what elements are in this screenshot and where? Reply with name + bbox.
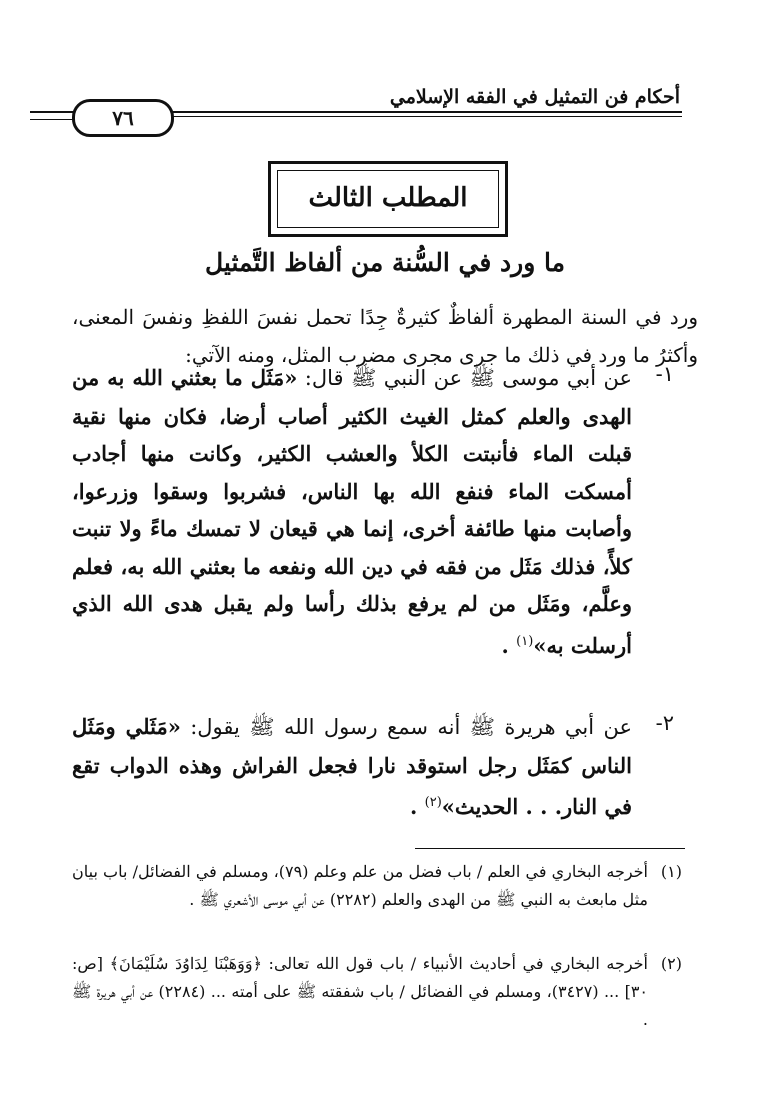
hadith-item-1: [72, 359, 632, 664]
header-rule: [88, 111, 682, 113]
hadith-2-quote: «مَثَلي ومَثَل الناس كمَثَل رجل استوقد نارا فجعل الفراش وهذه الدواب تقع في النار. . . الحديث»: [72, 714, 632, 819]
hadith-1-quote: «مَثَل ما بعثني الله به من الهدى والعلم كمثل الغيث الكثير أصاب أرضا، فكان منها نقية قبلت الماء فأنبتت الكلأ والعشب الكثير، وكانت منها أجادب أمسكت الماء فنفع الله بها الناس، فشربوا وسقوا وزرعوا، وأصابت منها طائفة أخرى، إنما هي قيعان لا تمسك ماءً ولا تنبت كلأً، فذلك مَثَل من فقه في دين الله ونفعه ما بعثني الله به، فعلم وعلَّم، ومَثَل من لم يرفع بذلك رأسا ولم يقبل هدى الله الذي أرسلت به»: [72, 365, 632, 658]
footnote-1: أخرجه البخاري في العلم / باب فضل من علم وعلم (٧٩)، ومسلم في الفضائل/ باب بيان مثل مابعث به النبي ﷺ من الهدى والعلم (٢٢٨٢) عن أبي موسى الأشعري ﷺ .: [72, 862, 648, 909]
hadith-1-lead: عن أبي موسى ﷺ عن النبي ﷺ قال:: [297, 366, 632, 390]
item-number-2: ٢-: [655, 711, 674, 735]
running-header-title: أحكام فن التمثيل في الفقه الإسلامي: [389, 86, 680, 108]
hadith-item-2: [72, 708, 632, 826]
hadith-2-tail: .: [410, 794, 425, 819]
footnote-number-2: (٢): [660, 954, 682, 973]
section-title: ما ورد في السُّنة من ألفاظ التَّمثيل: [204, 248, 566, 277]
frame-inner-border: [277, 170, 499, 228]
footnote-number-1: (١): [660, 862, 682, 881]
intro-paragraph: ورد في السنة المطهرة ألفاظٌ كثيرةٌ جِدًا تحمل نفسَ اللفظِ ونفسَ المعنى، وأكثرُ ما ورد في ذلك ما جرى مجرى مضرب المثل، ومنه الآتي:: [72, 305, 698, 367]
hadith-1-tail: .: [501, 632, 517, 658]
header-rule-thin: [88, 116, 682, 117]
hadith-2-lead: عن أبي هريرة ﷺ أنه سمع رسول الله ﷺ يقول:: [180, 715, 633, 739]
frame-heading-text: المطلب الثالث: [308, 183, 468, 213]
section-heading-frame: [268, 161, 508, 237]
footnote-ref-1: (١): [516, 633, 534, 649]
item-number-1: ١-: [655, 362, 674, 386]
footnote-2: أخرجه البخاري في أحاديث الأنبياء / باب قول الله تعالى: ﴿وَوَهَبْنَا لِدَاوُدَ سُلَيْمَانَ﴾ [ص: ٣٠] ... (٣٤٢٧)، ومسلم في الفضائل / باب شفقته ﷺ على أمته ... (٢٢٨٤) عن أبي هريرة ﷺ .: [72, 954, 649, 1029]
page-number-badge: ٧٦: [72, 99, 174, 137]
footnote-separator: [415, 848, 685, 849]
footnote-ref-2: (٢): [424, 795, 442, 810]
header-rule-left: [30, 111, 74, 120]
